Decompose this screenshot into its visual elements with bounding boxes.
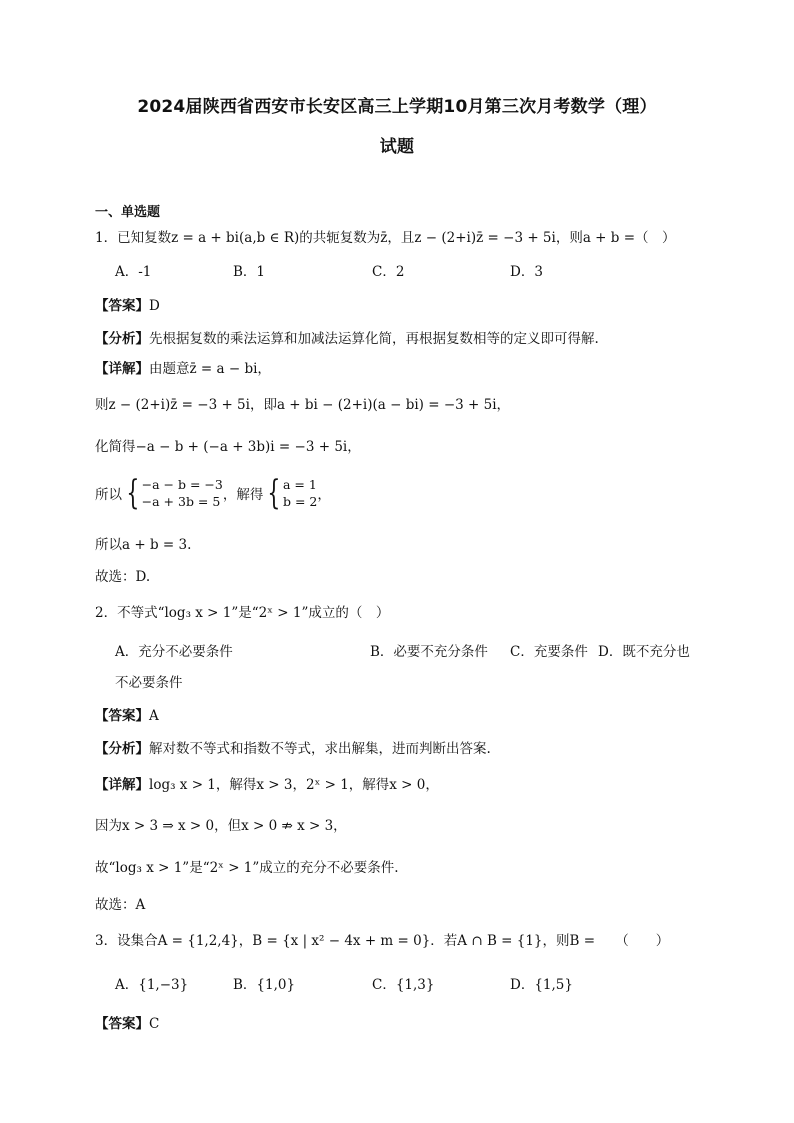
q1-step-3: 所以a + b = 3.: [95, 537, 192, 553]
q2-option-c: C．充要条件: [510, 644, 588, 660]
section-heading: 一、单选题: [95, 205, 161, 220]
q1-stem: 1．已知复数z = a + bi(a,b ∈ R)的共轭复数为z̄，且z − (2+i)z̄ = −3 + 5i，则a + b =（ ）: [95, 230, 676, 246]
q3-option-b: B．{1,0}: [233, 977, 296, 993]
q2-option-d-continued: 不必要条件: [115, 675, 183, 691]
equation-system-2: [283, 476, 317, 510]
document-title-line2: 试题: [379, 137, 415, 157]
detail-text: 由题意z̄ = a − bi，: [149, 361, 271, 377]
q1-option-a: A．-1: [115, 264, 152, 280]
q1-detail: [95, 359, 271, 379]
detail-tag: 【详解】: [95, 777, 149, 793]
answer-tag: 【答案】: [95, 1016, 149, 1032]
q3-option-a: A．{1,−3}: [115, 977, 189, 993]
system-mid: ，解得: [222, 487, 264, 503]
document-title-line1: 2024届陕西省西安市长安区高三上学期10月第三次月考数学（理）: [137, 97, 657, 117]
equation-row: a = 1: [282, 477, 317, 492]
answer-tag: 【答案】: [95, 298, 149, 314]
equation-row: b = 2: [282, 494, 318, 509]
q2-detail: [95, 775, 439, 795]
q1-answer: [95, 296, 160, 316]
q2-option-b: B．必要不充分条件: [370, 644, 488, 660]
system-prefix: 所以: [95, 487, 122, 503]
answer-value: D: [149, 298, 160, 314]
answer-tag: 【答案】: [95, 708, 149, 724]
q3-answer: [95, 1014, 159, 1034]
analysis-text: 解对数不等式和指数不等式，求出解集，进而判断出答案.: [149, 741, 491, 757]
equation-row: −a − b = −3: [141, 477, 223, 492]
q1-step-1: 则z − (2+i)z̄ = −3 + 5i，即a + bi − (2+i)(a − bi) = −3 + 5i，: [95, 397, 511, 413]
q2-answer: [95, 706, 159, 726]
analysis-tag: 【分析】: [95, 331, 149, 347]
system-suffix: ，: [317, 487, 331, 503]
equation-system-1: [142, 476, 223, 510]
analysis-text: 先根据复数的乘法运算和加减法运算化简，再根据复数相等的定义即可得解.: [149, 331, 599, 347]
q2-stem: 2．不等式“log₃ x > 1”是“2ˣ > 1”成立的（ ）: [95, 605, 390, 621]
answer-value: C: [149, 1016, 160, 1032]
detail-tag: 【详解】: [95, 361, 149, 377]
q3-option-d: D．{1,5}: [510, 977, 573, 993]
answer-value: A: [149, 708, 159, 724]
q1-option-d: D．3: [510, 264, 543, 280]
q1-step-system: [95, 473, 331, 513]
q1-option-c: C．2: [372, 264, 405, 280]
left-brace-icon: {: [267, 473, 281, 513]
q1-option-b: B．1: [233, 264, 266, 280]
q2-analysis: [95, 739, 491, 759]
q3-option-c: C．{1,3}: [372, 977, 435, 993]
left-brace-icon: {: [126, 473, 140, 513]
q2-step-1: 因为x > 3 ⇒ x > 0，但x > 0 ⇏ x > 3，: [95, 818, 347, 834]
q3-stem: 3．设集合A = {1,2,4}，B = {x | x² − 4x + m = 0}．若A ∩ B = {1}，则B = （ ）: [95, 933, 670, 949]
q2-step-2: 故“log₃ x > 1”是“2ˣ > 1”成立的充分不必要条件.: [95, 860, 399, 876]
q1-analysis: [95, 329, 599, 349]
equation-row: −a + 3b = 5: [141, 494, 221, 509]
analysis-tag: 【分析】: [95, 741, 149, 757]
q2-option-a: A．充分不必要条件: [115, 644, 233, 660]
q2-option-d: D．既不充分也: [598, 644, 690, 660]
q1-step-2: 化简得−a − b + (−a + 3b)i = −3 + 5i，: [95, 439, 361, 455]
detail-text: log₃ x > 1，解得x > 3，2ˣ > 1，解得x > 0，: [149, 777, 439, 793]
q1-conclusion: 故选：D.: [95, 569, 151, 585]
q2-conclusion: 故选：A: [95, 897, 146, 913]
